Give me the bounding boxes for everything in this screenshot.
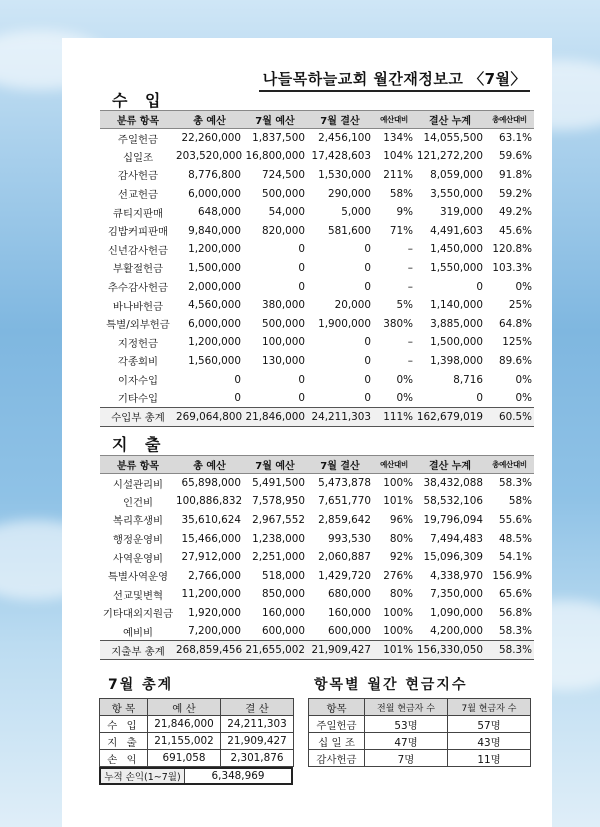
table-cell: 20,000 <box>334 299 371 312</box>
table-cell: 11,200,000 <box>181 588 241 601</box>
table-cell: 14,055,500 <box>423 132 483 145</box>
income-total-row <box>100 407 534 426</box>
table-cell: 21,155,002 <box>148 733 221 750</box>
table-row <box>100 333 534 352</box>
summary-table <box>99 698 294 767</box>
table-cell: 96% <box>389 513 413 526</box>
table-cell: 130,000 <box>262 354 305 367</box>
cash-index-table <box>308 698 531 767</box>
table-cell: 1,398,000 <box>430 354 483 367</box>
table-cell: 100,000 <box>262 336 305 349</box>
table-cell: 268,859,456 <box>176 641 243 660</box>
table-cell: 160,000 <box>262 606 305 619</box>
table-cell: 125% <box>502 336 532 349</box>
table-cell: 2,859,642 <box>318 513 371 526</box>
table-cell: 80% <box>389 532 413 545</box>
table-cell: 162,679,019 <box>415 407 485 426</box>
table-cell: 680,000 <box>328 588 371 601</box>
header-total-budget: 총 예산 <box>176 111 243 129</box>
table-cell: 십 일 조 <box>309 733 365 750</box>
table-cell: 0 <box>234 373 241 386</box>
table-cell: 인건비 <box>122 496 154 509</box>
expense-total-row <box>100 641 534 660</box>
table-row <box>309 716 531 733</box>
income-header-row <box>100 111 534 129</box>
table-cell: 100% <box>383 477 413 490</box>
table-cell: 이자수입 <box>117 375 159 388</box>
table-row <box>100 352 534 371</box>
table-cell: 9% <box>396 206 413 219</box>
table-cell: 시설관리비 <box>112 478 164 491</box>
table-header: 7월 현금자 수 <box>448 699 531 716</box>
table-cell: 0 <box>298 391 305 404</box>
table-cell: 103.3% <box>492 261 532 274</box>
table-header: 전월 현금자 수 <box>365 699 448 716</box>
table-cell: 감사헌금 <box>117 170 159 183</box>
table-row <box>100 314 534 333</box>
table-cell: 0 <box>298 280 305 293</box>
table-cell: 사역운영비 <box>112 552 164 565</box>
table-cell: 80% <box>389 588 413 601</box>
table-row <box>100 296 534 315</box>
table-cell: 101% <box>373 641 415 660</box>
table-cell: 바나바헌금 <box>112 300 164 313</box>
table-cell: 1,560,000 <box>188 354 241 367</box>
table-row <box>100 221 534 240</box>
table-row <box>100 389 534 408</box>
table-cell: 21,655,002 <box>243 641 307 660</box>
table-cell: 21,909,427 <box>307 641 373 660</box>
table-cell: 25% <box>508 299 532 312</box>
table-cell: 예비비 <box>122 626 154 639</box>
table-cell: 큐티지판매 <box>112 207 164 220</box>
table-cell: 691,058 <box>148 750 221 767</box>
table-cell: 203,520,000 <box>176 150 243 163</box>
table-row <box>100 511 534 530</box>
table-cell: 134% <box>383 132 413 145</box>
table-cell: 4,491,603 <box>430 224 483 237</box>
table-cell: 8,716 <box>453 373 483 386</box>
table-cell: 1,238,000 <box>252 532 305 545</box>
table-cell: 0 <box>364 391 371 404</box>
table-cell: 2,060,887 <box>318 551 371 564</box>
table-cell: 0 <box>298 373 305 386</box>
header-category: 분류 항목 <box>100 456 176 474</box>
table-cell: 7,494,483 <box>430 532 483 545</box>
table-cell: 1,530,000 <box>318 168 371 181</box>
table-cell: 부활절헌금 <box>112 263 164 276</box>
report-title: 나들목하늘교회 월간재정보고 〈7월〉 <box>259 68 530 92</box>
table-cell: 11명 <box>448 750 531 767</box>
table-cell: 4,200,000 <box>430 625 483 638</box>
table-row <box>100 147 534 166</box>
table-cell: 47명 <box>365 733 448 750</box>
cash-index-title: 항목별 월간 현금지수 <box>314 677 468 693</box>
table-cell: 1,500,000 <box>430 336 483 349</box>
income-section-label: 수 입 <box>112 91 167 110</box>
table-cell: 63.1% <box>498 132 532 145</box>
table-cell: 9,840,000 <box>188 224 241 237</box>
table-cell: 19,796,094 <box>423 513 483 526</box>
table-cell: 1,920,000 <box>188 606 241 619</box>
table-cell: 724,500 <box>262 168 305 181</box>
table-cell: 38,432,088 <box>423 477 483 490</box>
table-cell: 850,000 <box>262 588 305 601</box>
table-cell: 0 <box>364 373 371 386</box>
table-cell: 지 출 <box>100 733 148 750</box>
table-cell: 1,550,000 <box>430 261 483 274</box>
table-cell: 특별/외부헌금 <box>106 319 170 332</box>
table-header: 결 산 <box>221 699 294 716</box>
table-row <box>100 240 534 259</box>
table-cell: 1,900,000 <box>318 317 371 330</box>
table-cell: 5,491,500 <box>252 477 305 490</box>
expense-header-row <box>100 456 534 474</box>
table-cell: 380,000 <box>262 299 305 312</box>
table-cell: 59.6% <box>498 150 532 163</box>
table-row <box>100 166 534 185</box>
table-cell: 5,473,878 <box>318 477 371 490</box>
table-header: 항목 <box>309 699 365 716</box>
table-cell: 58.3% <box>498 477 532 490</box>
table-cell: 48.5% <box>498 532 532 545</box>
table-cell: 319,000 <box>440 206 483 219</box>
table-cell: 56.8% <box>498 606 532 619</box>
table-cell: 0 <box>364 280 371 293</box>
table-cell: 120.8% <box>492 243 532 256</box>
table-cell: 7명 <box>365 750 448 767</box>
table-cell: 211% <box>383 168 413 181</box>
table-row <box>100 716 294 733</box>
table-cell: 380% <box>383 317 413 330</box>
table-header: 항 목 <box>100 699 148 716</box>
table-cell: 54.1% <box>498 551 532 564</box>
table-cell: 4,560,000 <box>188 299 241 312</box>
cumulative-profit-label: 누적 손익(1~7월) <box>101 769 185 783</box>
table-cell: 선교및변혁 <box>112 589 164 602</box>
table-cell: 100% <box>383 625 413 638</box>
table-cell: 600,000 <box>262 625 305 638</box>
table-cell: 신년감사헌금 <box>107 244 169 257</box>
table-row <box>100 529 534 548</box>
header-category: 분류 항목 <box>100 111 176 129</box>
table-cell: 64.8% <box>498 317 532 330</box>
table-cell: 89.6% <box>498 354 532 367</box>
table-cell: 2,251,000 <box>252 551 305 564</box>
table-cell: 101% <box>383 495 413 508</box>
table-cell: 15,466,000 <box>181 532 241 545</box>
table-cell: 2,456,100 <box>318 132 371 145</box>
table-row <box>100 370 534 389</box>
header-month-budget: 7월 예산 <box>243 456 307 474</box>
table-cell: 518,000 <box>262 569 305 582</box>
expense-section-label: 지 출 <box>112 435 167 454</box>
table-cell: 0% <box>396 391 413 404</box>
table-row <box>100 129 534 148</box>
header-vs-budget: 예산대비 <box>373 111 415 129</box>
header-month-actual: 7월 결산 <box>307 111 373 129</box>
table-cell: 820,000 <box>262 224 305 237</box>
table-row <box>100 492 534 511</box>
table-row <box>309 733 531 750</box>
header-cumulative: 결산 누계 <box>415 456 485 474</box>
table-cell: 0 <box>298 243 305 256</box>
table-cell: 54,000 <box>268 206 305 219</box>
table-cell: 6,000,000 <box>188 317 241 330</box>
table-cell: 156,330,050 <box>415 641 485 660</box>
table-cell: 1,429,720 <box>318 569 371 582</box>
table-cell: 24,211,303 <box>221 716 294 733</box>
table-row <box>100 622 534 641</box>
table-cell: 1,090,000 <box>430 606 483 619</box>
table-cell: 2,766,000 <box>188 569 241 582</box>
table-cell: 60.5% <box>485 407 534 426</box>
header-cumulative: 결산 누계 <box>415 111 485 129</box>
table-cell: 45.6% <box>498 224 532 237</box>
table-cell: 7,651,770 <box>318 495 371 508</box>
table-cell: – <box>407 354 413 367</box>
table-cell: 92% <box>389 551 413 564</box>
table-cell: 특별사역운영 <box>107 571 169 584</box>
table-row <box>100 203 534 222</box>
table-cell: 22,260,000 <box>181 132 241 145</box>
table-cell: 1,200,000 <box>188 243 241 256</box>
table-row <box>100 184 534 203</box>
table-cell: 57명 <box>448 716 531 733</box>
header-total-budget: 총 예산 <box>176 456 243 474</box>
table-cell: 주일헌금 <box>117 133 159 146</box>
table-cell: 0 <box>298 261 305 274</box>
header-vs-budget: 예산대비 <box>373 456 415 474</box>
table-cell: 1,450,000 <box>430 243 483 256</box>
table-row <box>100 548 534 567</box>
table-cell: 선교헌금 <box>117 189 159 202</box>
header-month-actual: 7월 결산 <box>307 456 373 474</box>
table-cell: 7,200,000 <box>188 625 241 638</box>
table-cell: 581,600 <box>328 224 371 237</box>
table-row <box>100 566 534 585</box>
summary-header-row <box>100 699 294 716</box>
table-cell: 김밥커피판매 <box>107 226 169 239</box>
table-row <box>100 733 294 750</box>
table-cell: 8,776,800 <box>188 168 241 181</box>
table-cell: 0 <box>364 243 371 256</box>
table-cell: 104% <box>383 150 413 163</box>
table-row <box>100 259 534 278</box>
table-cell: 276% <box>383 569 413 582</box>
table-cell: 주일헌금 <box>309 716 365 733</box>
header-month-budget: 7월 예산 <box>243 111 307 129</box>
table-cell: 0 <box>476 391 483 404</box>
table-cell: 53명 <box>365 716 448 733</box>
table-cell: 65.6% <box>498 588 532 601</box>
table-cell: 기타수입 <box>117 393 159 406</box>
table-cell: 156.9% <box>492 569 532 582</box>
table-cell: 58% <box>389 187 413 200</box>
table-cell: 21,846,000 <box>148 716 221 733</box>
table-cell: 수 입 <box>100 716 148 733</box>
table-cell: 0% <box>396 373 413 386</box>
table-cell: 3,550,000 <box>430 187 483 200</box>
cash-index-header-row <box>309 699 531 716</box>
table-cell: 4,338,970 <box>430 569 483 582</box>
table-cell: 65,898,000 <box>181 477 241 490</box>
table-cell: 43명 <box>448 733 531 750</box>
table-cell: 손 익 <box>100 750 148 767</box>
table-cell: 0 <box>476 280 483 293</box>
table-cell: 24,211,303 <box>307 407 373 426</box>
table-cell: 0 <box>364 336 371 349</box>
cumulative-profit-value: 6,348,969 <box>211 770 265 782</box>
table-cell: 100,886,832 <box>176 495 243 508</box>
table-cell: 7,578,950 <box>252 495 305 508</box>
table-cell: 5% <box>396 299 413 312</box>
expense-table <box>100 455 534 660</box>
report-page <box>62 38 552 827</box>
table-cell: 58% <box>508 495 532 508</box>
table-cell: 71% <box>389 224 413 237</box>
table-cell: 993,530 <box>328 532 371 545</box>
table-cell: 5,000 <box>341 206 371 219</box>
table-header: 예 산 <box>148 699 221 716</box>
table-cell: 추수감사헌금 <box>107 282 169 295</box>
table-cell: 59.2% <box>498 187 532 200</box>
table-cell: 복리후생비 <box>112 515 164 528</box>
table-cell: 111% <box>373 407 415 426</box>
table-cell: 2,301,876 <box>221 750 294 767</box>
table-cell: 91.8% <box>498 168 532 181</box>
table-cell: 십일조 <box>122 151 154 164</box>
table-cell: 8,059,000 <box>430 168 483 181</box>
table-cell: 1,200,000 <box>188 336 241 349</box>
table-cell: – <box>407 243 413 256</box>
income-table <box>100 110 534 427</box>
table-cell: 2,967,552 <box>252 513 305 526</box>
table-cell: 0 <box>364 261 371 274</box>
header-vs-total: 총예산대비 <box>485 111 534 129</box>
table-cell: 0% <box>515 280 532 293</box>
table-cell: 600,000 <box>328 625 371 638</box>
table-cell: 58,532,106 <box>423 495 483 508</box>
table-cell: 35,610,624 <box>181 513 241 526</box>
table-cell: 지출부 총계 <box>100 641 176 660</box>
table-cell: 수입부 총계 <box>100 407 176 426</box>
table-cell: 0 <box>364 354 371 367</box>
table-cell: 기타대외지원금 <box>102 608 174 621</box>
table-row <box>100 750 294 767</box>
table-cell: 49.2% <box>498 206 532 219</box>
table-cell: 3,885,000 <box>430 317 483 330</box>
table-cell: 121,272,200 <box>416 150 483 163</box>
header-vs-total: 총예산대비 <box>485 456 534 474</box>
table-cell: 1,500,000 <box>188 261 241 274</box>
table-cell: 0 <box>234 391 241 404</box>
table-cell: 2,000,000 <box>188 280 241 293</box>
table-cell: 160,000 <box>328 606 371 619</box>
table-cell: 58.3% <box>498 625 532 638</box>
table-row <box>100 585 534 604</box>
table-cell: 58.3% <box>485 641 534 660</box>
table-cell: 0% <box>515 391 532 404</box>
table-cell: 500,000 <box>262 187 305 200</box>
table-cell: 648,000 <box>198 206 241 219</box>
table-cell: 각종회비 <box>117 356 159 369</box>
table-cell: 1,140,000 <box>430 299 483 312</box>
table-cell: 27,912,000 <box>181 551 241 564</box>
table-cell: – <box>407 280 413 293</box>
summary-title: 7월 총계 <box>108 677 174 693</box>
table-cell: 21,909,427 <box>221 733 294 750</box>
table-cell: 행정운영비 <box>112 534 164 547</box>
table-cell: 지정헌금 <box>117 337 159 350</box>
table-cell: 16,800,000 <box>245 150 305 163</box>
table-cell: 1,837,500 <box>252 132 305 145</box>
table-cell: 감사헌금 <box>309 750 365 767</box>
table-cell: 7,350,000 <box>430 588 483 601</box>
table-row <box>100 277 534 296</box>
table-row <box>100 604 534 623</box>
table-row <box>309 750 531 767</box>
table-cell: 269,064,800 <box>176 407 243 426</box>
table-cell: 15,096,309 <box>423 551 483 564</box>
table-cell: – <box>407 336 413 349</box>
table-row <box>100 474 534 493</box>
table-cell: 6,000,000 <box>188 187 241 200</box>
table-cell: 290,000 <box>328 187 371 200</box>
cumulative-profit-box <box>99 767 293 785</box>
table-cell: 21,846,000 <box>243 407 307 426</box>
table-cell: 100% <box>383 606 413 619</box>
table-cell: 0% <box>515 373 532 386</box>
table-cell: 55.6% <box>498 513 532 526</box>
table-cell: 17,428,603 <box>311 150 371 163</box>
table-cell: – <box>407 261 413 274</box>
table-cell: 500,000 <box>262 317 305 330</box>
